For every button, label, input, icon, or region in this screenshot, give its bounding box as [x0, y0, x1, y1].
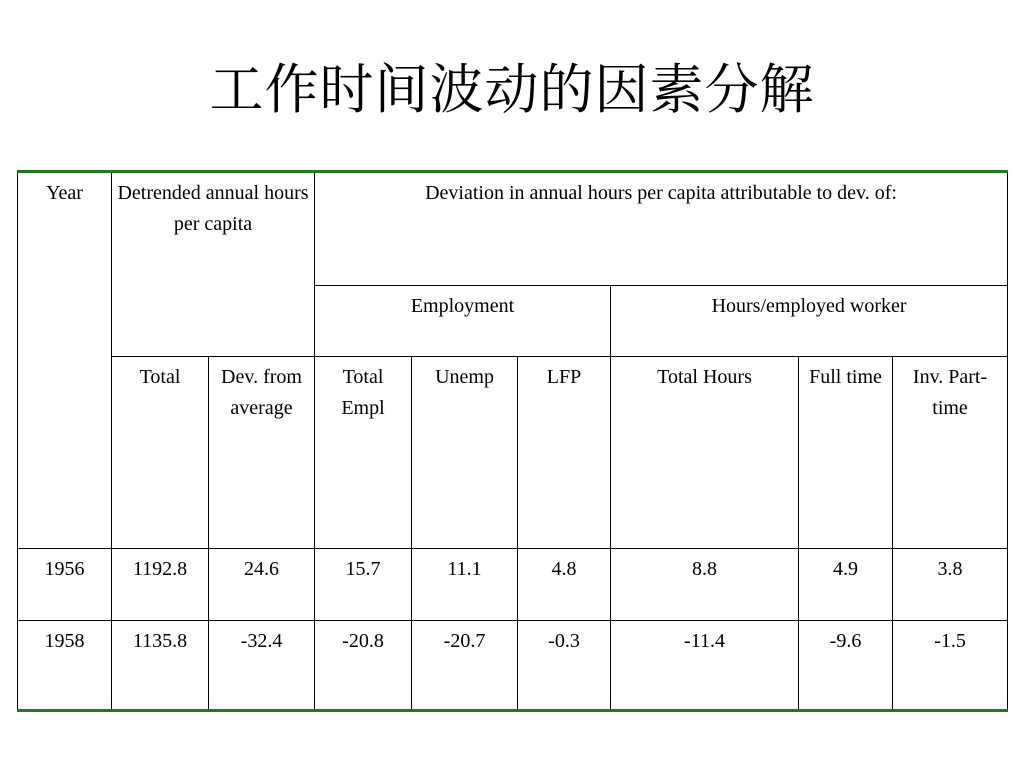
dev-cell: -32.4 [209, 621, 315, 711]
total-cell: 1192.8 [112, 549, 209, 621]
inv-part-time-header: Inv. Part-time [893, 357, 1008, 549]
total-hours-header: Total Hours [611, 357, 799, 549]
total-empl-cell: -20.8 [315, 621, 412, 711]
unemp-cell: -20.7 [412, 621, 518, 711]
page-title: 工作时间波动的因素分解 [209, 58, 815, 121]
lfp-cell: -0.3 [518, 621, 611, 711]
decomposition-table [17, 170, 1008, 712]
inv-part-time-cell: 3.8 [893, 549, 1008, 621]
total-empl-header: Total Empl [315, 357, 412, 549]
lfp-header: LFP [518, 357, 611, 549]
inv-part-time-cell: -1.5 [893, 621, 1008, 711]
dev-cell: 24.6 [209, 549, 315, 621]
dev-from-average-header: Dev. from average [209, 357, 315, 549]
total-cell: 1135.8 [112, 621, 209, 711]
subheader-row [18, 357, 1008, 549]
total-hours-cell: -11.4 [611, 621, 799, 711]
table-row [18, 549, 1008, 621]
total-header: Total [112, 357, 209, 549]
detrended-header: Detrended annual hours per capita [112, 172, 315, 357]
employment-header: Employment [315, 286, 611, 357]
unemp-header: Unemp [412, 357, 518, 549]
deviation-header: Deviation in annual hours per capita attributable to dev. of: [315, 172, 1008, 286]
year-cell: 1958 [18, 621, 112, 711]
unemp-cell: 11.1 [412, 549, 518, 621]
full-time-header: Full time [799, 357, 893, 549]
total-hours-cell: 8.8 [611, 549, 799, 621]
hours-per-worker-header: Hours/employed worker [611, 286, 1008, 357]
total-empl-cell: 15.7 [315, 549, 412, 621]
full-time-cell: 4.9 [799, 549, 893, 621]
table-row [18, 621, 1008, 711]
full-time-cell: -9.6 [799, 621, 893, 711]
lfp-cell: 4.8 [518, 549, 611, 621]
header-row [18, 172, 1008, 286]
year-cell: 1956 [18, 549, 112, 621]
year-header: Year [18, 172, 112, 549]
